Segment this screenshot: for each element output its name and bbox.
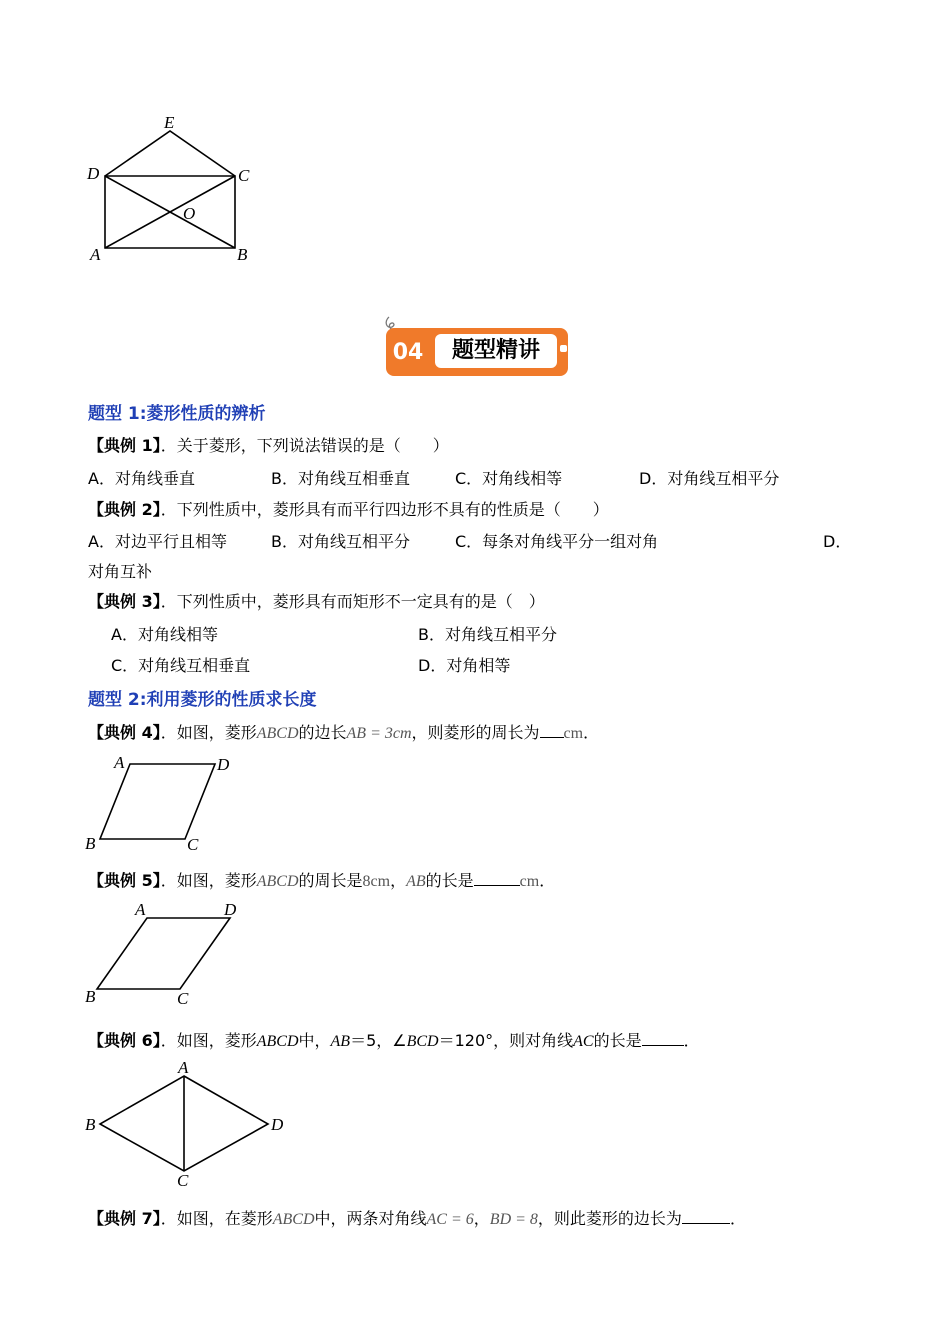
- ex6-math-ac: AC: [573, 1033, 594, 1050]
- ex6-math-abcd: ABCD: [256, 1033, 299, 1050]
- label-d: D: [87, 164, 100, 183]
- ex2-option-c: C．每条对角线平分一组对角: [455, 532, 659, 551]
- ex1-option-c: C．对角线相等: [455, 469, 563, 488]
- label-b: B: [85, 987, 96, 1006]
- rhombus-shape: [100, 764, 215, 839]
- label-c: C: [238, 166, 250, 185]
- ex5-math-ab: AB: [406, 873, 426, 890]
- ex5-end: ．: [539, 871, 556, 890]
- ex7-question: [88, 1206, 746, 1229]
- ex3-option-a: A．对角线相等: [111, 625, 218, 644]
- figure-ex4-rhombus: [80, 752, 240, 858]
- ex2-option-b: B．对角线互相平分: [271, 532, 410, 551]
- ex4-math-ab: AB = 3cm: [346, 725, 412, 742]
- ex6-answer-blank[interactable]: [642, 1031, 684, 1046]
- ex4-post: ，则菱形的周长为: [411, 723, 540, 742]
- section2-title: 题型 2:利用菱形的性质求长度: [88, 690, 317, 710]
- ex1-question: [88, 433, 449, 456]
- ex5-tag: 【典例 5】: [88, 871, 161, 890]
- figure-ex5-rhombus: [80, 898, 250, 1010]
- ex6-tag: 【典例 6】: [88, 1031, 161, 1050]
- ex2-option-d: D．: [823, 532, 852, 551]
- label-e: E: [164, 113, 175, 132]
- section-banner: [382, 313, 572, 379]
- ex3-tag: 【典例 3】: [88, 592, 161, 611]
- label-d: D: [224, 900, 237, 919]
- ex2-question: [88, 497, 609, 520]
- banner-dot: [560, 345, 567, 352]
- ex3-option-b: B．对角线互相平分: [418, 625, 557, 644]
- rhombus-shape: [97, 918, 230, 989]
- label-b: B: [85, 1115, 96, 1134]
- ex3-option-d: D．对角相等: [418, 656, 511, 675]
- ex1-option-a: A．对角线垂直: [88, 469, 195, 488]
- ex5-pre: ．如图，菱形: [160, 871, 257, 890]
- ex4-pre: ．如图，菱形: [160, 723, 257, 742]
- ex1-option-b: B．对角线互相垂直: [271, 469, 410, 488]
- ex4-tag: 【典例 4】: [88, 723, 161, 742]
- ex3-question: [88, 589, 545, 612]
- ex6-mid3: ＝120°，则对角线: [438, 1031, 574, 1050]
- label-a: A: [114, 753, 125, 772]
- label-c: C: [177, 989, 189, 1008]
- ex5-post: 的长是: [425, 871, 474, 890]
- ex3-option-c: C．对角线互相垂直: [111, 656, 251, 675]
- ex4-mid: 的边长: [298, 723, 347, 742]
- label-a: A: [90, 245, 101, 264]
- ex7-mid2: ，: [473, 1209, 490, 1228]
- ex7-post: ，则此菱形的边长为: [537, 1209, 682, 1228]
- label-b: B: [85, 834, 96, 853]
- ex6-question: [88, 1028, 700, 1051]
- ex6-mid: 中，: [298, 1031, 331, 1050]
- ex4-unit: cm: [563, 725, 584, 742]
- ex7-math-ac: AC = 6: [426, 1211, 474, 1228]
- figure-rectangle-diagram: [80, 108, 260, 268]
- label-a: A: [178, 1058, 189, 1077]
- ex7-math-bd: BD = 8: [489, 1211, 538, 1228]
- ex4-question: [88, 720, 599, 743]
- ex2-option-d-cont: 对角互补: [88, 562, 153, 581]
- ex4-end: ．: [583, 723, 600, 742]
- roof-lines: [105, 131, 235, 176]
- ex4-math-abcd: ABCD: [256, 725, 299, 742]
- label-a: A: [135, 900, 146, 919]
- label-b: B: [237, 245, 248, 264]
- ex5-answer-blank[interactable]: [474, 871, 520, 886]
- ex5-math-abcd: ABCD: [256, 873, 299, 890]
- label-o: O: [183, 204, 196, 223]
- ex6-pre: ．如图，菱形: [160, 1031, 257, 1050]
- ex6-mid2: ＝5，∠: [350, 1031, 407, 1050]
- ex5-unit: cm: [519, 873, 540, 890]
- ex6-end: ．: [683, 1031, 700, 1050]
- ex2-tag: 【典例 2】: [88, 500, 161, 519]
- banner-number: 04: [392, 340, 424, 365]
- ex5-math-8cm: 8cm: [362, 873, 391, 890]
- ex5-mid: 的周长是: [298, 871, 363, 890]
- ex7-end: ．: [729, 1209, 746, 1228]
- ex7-mid: 中，两条对角线: [314, 1209, 427, 1228]
- ex6-post: 的长是: [593, 1031, 642, 1050]
- ex5-question: [88, 868, 555, 891]
- ex1-text: ．关于菱形，下列说法错误的是（ ）: [160, 436, 449, 455]
- ex2-option-a: A．对边平行且相等: [88, 532, 227, 551]
- ex7-answer-blank[interactable]: [682, 1209, 730, 1224]
- section1-title: 题型 1:菱形性质的辨析: [88, 404, 266, 424]
- ex4-answer-blank[interactable]: [540, 723, 564, 738]
- label-c: C: [187, 835, 199, 854]
- ex3-text: ．下列性质中，菱形具有而矩形不一定具有的是（ ）: [160, 592, 545, 611]
- ex1-option-d: D．对角线互相平分: [639, 469, 780, 488]
- ex7-tag: 【典例 7】: [88, 1209, 161, 1228]
- banner-title: 题型精讲: [435, 334, 557, 368]
- ex7-math-abcd: ABCD: [272, 1211, 315, 1228]
- label-c: C: [177, 1171, 189, 1190]
- ex1-tag: 【典例 1】: [88, 436, 161, 455]
- label-d: D: [271, 1115, 284, 1134]
- ex7-pre: ．如图，在菱形: [160, 1209, 273, 1228]
- figure-ex6-rhombus: [80, 1058, 290, 1190]
- ex2-text: ．下列性质中，菱形具有而平行四边形不具有的性质是（ ）: [160, 500, 609, 519]
- ex5-mid2: ，: [390, 871, 407, 890]
- label-d: D: [217, 755, 230, 774]
- ex6-math-ab: AB: [330, 1033, 351, 1050]
- ex6-math-bcd: BCD: [406, 1033, 439, 1050]
